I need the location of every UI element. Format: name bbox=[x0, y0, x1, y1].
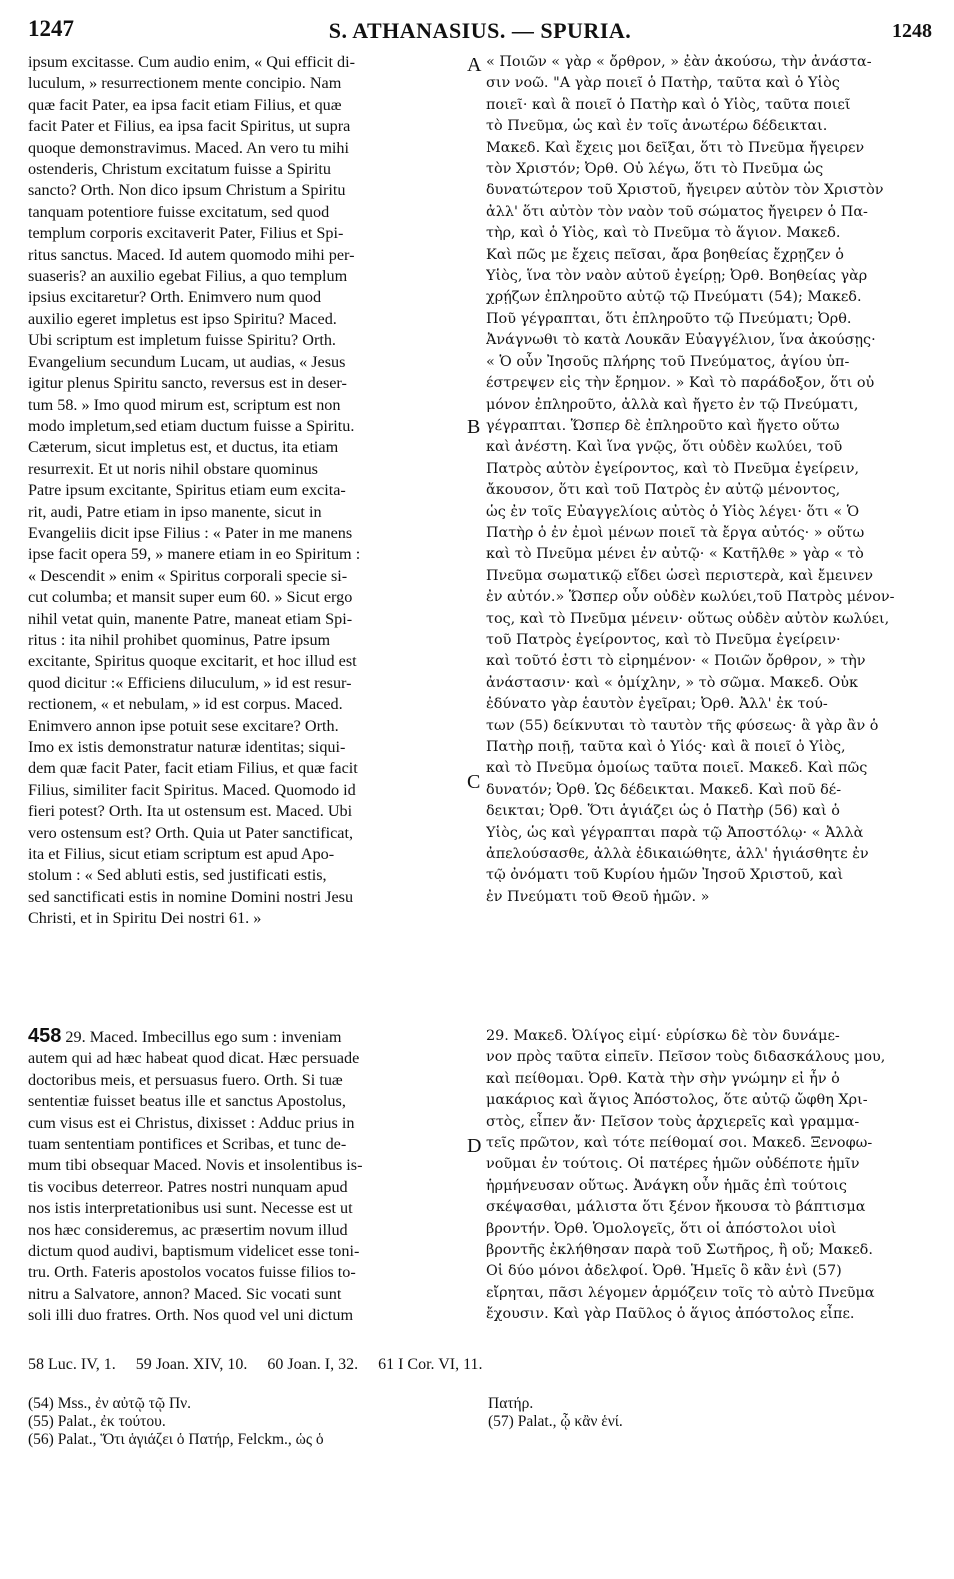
text-line: resurrexit. Et ut noris nihil obstare quominus bbox=[28, 459, 318, 478]
text-line: έστρεψεν εἰς τὴν ἔρημον. » Καὶ τὸ παράδοξον, ὅτι οὐ bbox=[486, 375, 875, 392]
text-line: Cæterum, sicut impletus est, et ductus, ita etiam bbox=[28, 438, 339, 457]
section-heading-line bbox=[28, 1026, 464, 1048]
text-line: Υἱὸς, ὡς καὶ γέγραπται παρὰ τῷ Ἀποστόλῳ· « Ἀλλὰ bbox=[486, 824, 864, 841]
text-line: βροντήν. Ὀρθ. Ὁμολογεῖς, ὅτι οἱ ἀπόστολοι υἱοὶ bbox=[486, 1220, 837, 1237]
latin-column-bottom bbox=[28, 1026, 464, 1327]
text-line: suaseris? an auxilio egebat Filius, a quo templum bbox=[28, 267, 348, 286]
text-line: καὶ τὸ Πνεῦμα μένει ἐν αὐτῷ· « Κατῆλθε » γὰρ « τὸ bbox=[486, 546, 864, 563]
text-line: Maced. Imbecillus ego sum : inveniam bbox=[89, 1028, 342, 1046]
text-line: δεικται; Ὀρθ. Ὅτι ἁγιάζει ὡς ὁ Πατὴρ (56) καὶ ὁ bbox=[486, 803, 840, 820]
text-line: τος, καὶ τὸ Πνεῦμα μένειν· οὕτως οὐδὲν αὐτὸν κωλύει, bbox=[486, 610, 890, 627]
scripture-footnotes bbox=[28, 1356, 932, 1374]
text-line: Πνεῦμα σωματικῷ εἴδει ὡσεὶ περιστερὰ, καὶ ἔμεινεν bbox=[486, 567, 873, 584]
text-line: Ποῦ γέγραπται, ὅτι ἐπληροῦτο τῷ Πνεύματι; Ὀρθ. bbox=[486, 310, 852, 327]
text-line: cum visus est ei Christus, dixisset : Adduc prius in bbox=[28, 1113, 355, 1132]
text-line: quoque demonstravimus. Maced. An vero tu mihi bbox=[28, 138, 349, 157]
text-line: ἀνάστασιν· καὶ « ὁμίχλην, » τὸ σῶμα. Μακεδ. Οὐκ bbox=[486, 674, 858, 691]
text-line: νον πρὸς ταῦτα εἰπεῖν. Πεῖσον τοὺς διδασκάλους μου, bbox=[486, 1049, 886, 1066]
text-line: ἀλλ' ὅτι αὐτὸν τὸν ναὸν τοῦ σώματος ἤγειρεν ὁ Πα- bbox=[486, 203, 868, 220]
text-line: νοῦμαι ἐν τούτοις. Οἱ πατέρες ἡμῶν οὐδέποτε ἡμῖν bbox=[486, 1156, 860, 1173]
text-line: ritus : ita nihil prohibet quominus, Patre ipsum bbox=[28, 630, 331, 649]
text-line: τὸ Πνεῦμα, ὡς καὶ ἐν τοῖς ἀνωτέρω δέδεικται. bbox=[486, 118, 828, 135]
text-line: tum 58. » Imo quod mirum est, scriptum est non bbox=[28, 395, 341, 414]
text-line: ipsius excitaretur? Orth. Enimvero num quod bbox=[28, 288, 322, 307]
text-line: fieri potest? Orth. Ita ut ostensum est. Maced. Ubi bbox=[28, 802, 353, 821]
text-line: ἄκουσον, ὅτι καὶ τοῦ Πατρὸς ἐν αὐτῷ μένοντος, bbox=[486, 482, 841, 499]
text-line: ἐν Πνεύματι τοῦ Θεοῦ ἡμῶν. » bbox=[486, 888, 710, 905]
text-line: « Ὁ οὖν Ἰησοῦς πλήρης τοῦ Πνεύματος, ἁγίου ὑπ- bbox=[486, 353, 850, 370]
text-line: nos hæc consideremus, ac præsertim novum illud bbox=[28, 1220, 348, 1239]
text-line: Enimvero annon ipse potuit sese excitare? Orth. bbox=[28, 716, 339, 735]
text-line: « Descendit » enim « Spiritus corporali specie si- bbox=[28, 566, 348, 585]
variant-note: (57) Palat., ᾧ κἂν ἑνί. bbox=[488, 1413, 623, 1430]
text-line: τὸν Χριστόν; Ὀρθ. Οὐ λέγω, ὅτι τὸ Πνεῦμα ὡς bbox=[486, 161, 824, 178]
text-line: stolum : « Sed abluti estis, sed justificati estis, bbox=[28, 866, 327, 885]
text-line: rectionem, « et nebulam, » id est corpus. Maced. bbox=[28, 695, 343, 714]
text-line: δυνατώτερον τοῦ Χριστοῦ, ἤγειρεν αὐτὸν τὸν Χριστὸν bbox=[486, 182, 884, 199]
text-line: καὶ τὸ Πνεῦμα ὁμοίως ταῦτα ποιεῖ. Μακεδ. Καὶ πῶς bbox=[486, 760, 868, 777]
text-line: doctoribus meis, et persuasus fuero. Orth. Si tuæ bbox=[28, 1070, 343, 1089]
text-line: excitante, Spiritus quoque excitarit, et hoc illud est bbox=[28, 652, 357, 671]
text-line: δυνατόν; Ὀρθ. Ὡς δέδεικται. Μακεδ. Καὶ ποῦ δέ- bbox=[486, 781, 842, 798]
text-line: ostenderis, Christum excitatum fuisse a Spiritu bbox=[28, 160, 332, 179]
text-line: τῷ ὀνόματι τοῦ Κυρίου ἡμῶν Ἰησοῦ Χριστοῦ, καὶ bbox=[486, 867, 844, 884]
variant-note: (54) Mss., ἐν αὐτῷ τῷ Πν. bbox=[28, 1395, 192, 1412]
margin-marker-b: B bbox=[467, 416, 481, 438]
footnote-ref: 59 Joan. XIV, 10. bbox=[135, 1356, 248, 1373]
text-line: nihil vetat quin, manente Patre, maneat etiam Spi- bbox=[28, 609, 353, 628]
text-line: 29. Μακεδ. Ὀλίγος εἰμί· εὑρίσκω δὲ τὸν δυνάμε- bbox=[486, 1028, 840, 1044]
text-line: tuam sententiam pontifices et Scribas, et tunc de- bbox=[28, 1135, 347, 1154]
text-line: soli illi duo fratres. Orth. Nos quod vel uni dictum bbox=[28, 1306, 354, 1325]
text-line: ποιεῖ· καὶ ἃ ποιεῖ ὁ Πατὴρ καὶ ὁ Υἱὸς, ταῦτα ποιεῖ bbox=[486, 96, 851, 113]
variant-notes-left bbox=[28, 1395, 478, 1449]
variant-note: (56) Palat., Ὅτι ἁγιάζει ὁ Πατήρ, Felckm., ὡς ὁ bbox=[28, 1431, 324, 1448]
text-line: cut columba; et mansit super eum 60. » Sicut ergo bbox=[28, 588, 353, 607]
text-line: nos istis interpretationibus usi sunt. Necesse est ut bbox=[28, 1199, 353, 1218]
variant-note: Πατήρ. bbox=[488, 1395, 534, 1412]
text-line: ritus sanctus. Maced. Id autem quomodo mihi per- bbox=[28, 245, 355, 264]
right-page-number: 1248 bbox=[892, 20, 932, 42]
text-line: καὶ ἀνέστη. Καὶ ἵνα γνῷς, ὅτι οὐδὲν κωλύει, τοῦ bbox=[486, 439, 843, 456]
text-line: Πατρὸς αὐτὸν ἐγείροντος, καὶ τὸ Πνεῦμα ἐγείρειν, bbox=[486, 460, 860, 477]
text-line: mum tibi obsequar Maced. Novis et insolentibus is- bbox=[28, 1156, 363, 1175]
text-line: Μακεδ. Καὶ ἔχεις μοι δεῖξαι, ὅτι τὸ Πνεῦμα ἤγειρεν bbox=[486, 139, 865, 156]
text-line: rit, audi, Patre etiam in ipso manente, sicut in bbox=[28, 502, 322, 521]
text-line: ipsum excitasse. Cum audio enim, « Qui efficit di- bbox=[28, 53, 355, 71]
text-line: Οἱ δύο μόνοι ἀδελφοί. Ὀρθ. Ἡμεῖς ὃ κἂν ἑνὶ (57) bbox=[486, 1263, 842, 1280]
text-line: Καὶ πῶς με ἔχεις πεῖσαι, ἄρα βοηθείας ἔχρῃζεν ὁ bbox=[486, 246, 844, 263]
text-line: auxilio egeret impletus est ipso Spiritu? Maced. bbox=[28, 309, 337, 328]
text-line: autem qui ad hæc habeat quod dicat. Hæc persuade bbox=[28, 1049, 360, 1068]
variant-notes-right bbox=[488, 1395, 928, 1431]
text-line: Ἀνάγνωθι τὸ κατὰ Λουκᾶν Εὐαγγέλιον, ἵνα ἀκούσῃς· bbox=[486, 332, 876, 349]
section-number: 29. bbox=[65, 1028, 86, 1046]
margin-marker-a: A bbox=[467, 54, 482, 76]
text-line: βροντῆς ἐκλήθησαν παρὰ τοῦ Σωτῆρος, ἢ οὔ; Μακεδ. bbox=[486, 1242, 873, 1259]
text-line: καὶ πείθομαι. Ὀρθ. Κατὰ τὴν σὴν γνώμην εἰ ἦν ὁ bbox=[486, 1070, 840, 1087]
page-header bbox=[28, 16, 932, 46]
text-line: μακάριος καὶ ἅγιος Ἀπόστολος, ὅτε αὐτῷ ὤφθη Χρι- bbox=[486, 1092, 868, 1109]
text-line: ἐν αὐτόν.» Ὥσπερ οὖν οὐδὲν κωλύει,τοῦ Πατρὸς μένον- bbox=[486, 589, 895, 606]
text-line: Πατὴρ ὁ ἐν ἐμοὶ μένων ποιεῖ τὰ ἔργα αὐτός· » οὕτω bbox=[486, 524, 865, 541]
column-number: 458 bbox=[28, 1026, 62, 1047]
text-line: tru. Orth. Fateris apostolos vocatos fuisse filios to- bbox=[28, 1263, 356, 1282]
greek-column-bottom bbox=[486, 1026, 932, 1326]
text-line: templum corporis excitaverit Pater, Filius et Spi- bbox=[28, 224, 344, 243]
text-line: Ubi scriptum est impletum fuisse Spiritu? Orth. bbox=[28, 331, 336, 350]
text-line: ipse facit opera 59, » manere etiam in eo Spiritum : bbox=[28, 545, 361, 564]
text-line: dem quæ facit Pater, facit etiam Filius, et quæ facit bbox=[28, 759, 358, 778]
footnote-ref: 58 Luc. IV, 1. bbox=[28, 1356, 116, 1373]
footnote-ref: 60 Joan. I, 32. bbox=[267, 1356, 359, 1373]
text-line: τεῖς πρῶτον, καὶ τότε πείθομαί σοι. Μακεδ. Ξενοφω- bbox=[486, 1135, 873, 1152]
text-line: igitur plenus Spiritu sancto, reversus est in deser- bbox=[28, 374, 347, 393]
text-line: Evangelium secundum Lucam, ut audias, « Jesus bbox=[28, 352, 346, 371]
text-line: εἴρηται, πᾶσι λέγομεν ἁρμόζειν τοῖς τὸ αὐτὸ Πνεῦμα bbox=[486, 1284, 875, 1301]
text-line: τὴρ, καὶ ὁ Υἱὸς, καὶ τὸ Πνεῦμα τὸ ἅγιον. Μακεδ. bbox=[486, 225, 841, 242]
greek-column-top bbox=[486, 52, 932, 908]
latin-column-top bbox=[28, 52, 464, 930]
text-line: Evangeliis dicit ipse Filius : « Pater in me manens bbox=[28, 523, 353, 542]
footnote-ref: 61 I Cor. VI, 11. bbox=[378, 1356, 483, 1373]
text-line: modo impletum,sed etiam ductum fuisse a Spiritu. bbox=[28, 416, 355, 435]
left-page-number: 1247 bbox=[28, 16, 74, 41]
text-line: γέγραπται. Ὥσπερ δὲ ἐπληροῦτο καὶ ἤγετο οὕτω bbox=[486, 417, 840, 434]
text-line: tis vocibus deterreor. Patres nostri nunquam apud bbox=[28, 1177, 348, 1196]
margin-marker-d: D bbox=[467, 1135, 482, 1157]
text-line: σκέψασθαι, μάλιστα ὅτι ξένον ἤκουσα τὸ βάπτισμα bbox=[486, 1199, 866, 1216]
text-line: tanquam potentiore fuisse excitatum, sed quod bbox=[28, 202, 330, 221]
text-line: ἀπελούσασθε, ἀλλὰ ἐδικαιώθητε, ἀλλ' ἡγιάσθητε ἐν bbox=[486, 846, 869, 863]
text-line: vero ostensum est? Orth. Quia ut Pater sanctificat, bbox=[28, 823, 354, 842]
text-line: Imo ex istis demonstratur naturæ identitas; siqui- bbox=[28, 738, 346, 756]
text-line: χρῄζων ἐπληροῦτο αὐτῷ τῷ Πνεύματι (54); Μακεδ. bbox=[486, 289, 862, 306]
text-line: Filius, similiter facit Spiritus. Maced. Quomodo id bbox=[28, 780, 356, 799]
text-line: ὡς ἐν τοῖς Εὐαγγελίοις αὐτὸς ὁ Υἱὸς λέγει· ὅτι « Ὁ bbox=[486, 503, 860, 520]
text-line: των (55) δείκνυται τὸ ταυτὸν τῆς φύσεως· ἃ γὰρ ἂν ὁ bbox=[486, 717, 879, 734]
text-line: luculum, » resurrectionem mente concipio. Nam bbox=[28, 74, 342, 93]
text-line: « Ποιῶν « γὰρ « ὄρθρον, » ἐὰν ἀκούσω, τὴν ἀνάστα- bbox=[486, 54, 872, 70]
text-line: ἡρμήνευσαν οὕτως. Ἀνάγκη οὖν ἡμᾶς ἐπὶ τούτοις bbox=[486, 1177, 847, 1194]
text-line: στὸς, εἶπεν ἄν· Πεῖσον τοὺς ἀρχιερεῖς καὶ γραμμα- bbox=[486, 1113, 860, 1130]
text-line: sancto? Orth. Non dico ipsum Christum a Spiritu bbox=[28, 181, 346, 200]
text-line: sed sanctificati estis in nomine Domini nostri Jesu bbox=[28, 887, 354, 906]
text-line: facit Pater et Filius, ea ipsa facit Spiritus, ut supra bbox=[28, 117, 351, 136]
variant-note: (55) Palat., ἐκ τούτου. bbox=[28, 1413, 166, 1430]
margin-marker-c: C bbox=[467, 771, 481, 793]
text-line: dictum quod audivi, baptismum videlicet esse toni- bbox=[28, 1242, 360, 1261]
text-line: καὶ τοῦτό ἐστι τὸ εἰρημένον· « Ποιῶν ὄρθρον, » τὴν bbox=[486, 653, 866, 670]
text-line: Υἱὸς, ἵνα τὸν ναὸν αὐτοῦ ἐγείρῃ; Ὀρθ. Βοηθείας γὰρ bbox=[486, 268, 868, 285]
text-line: Patre ipsum excitante, Spiritus etiam eum excita- bbox=[28, 481, 346, 500]
text-line: sententiæ fuisset beatus ille et sanctus Apostolus, bbox=[28, 1092, 346, 1111]
text-line: quæ facit Pater, ea ipsa facit etiam Filius, et quæ bbox=[28, 95, 342, 114]
text-line: ita et Filius, sicut etiam scriptum est apud Apo- bbox=[28, 845, 335, 864]
text-line: quod dicitur :« Efficiens diluculum, » id est resur- bbox=[28, 673, 352, 692]
text-line: μόνον ἐπληροῦτο, ἀλλὰ καὶ ἤγετο ἐν τῷ Πνεύματι, bbox=[486, 396, 859, 413]
text-line: τοῦ Πατρὸς ἐγείροντος, καὶ τὸ Πνεῦμα ἐγείρειν· bbox=[486, 631, 841, 648]
running-title: S. ATHANASIUS. — SPURIA. bbox=[328, 18, 632, 43]
text-line: nitru a Salvatore, annon? Maced. Sic vocati sunt bbox=[28, 1284, 342, 1303]
text-line: σιν νοῶ. "Α γὰρ ποιεῖ ὁ Πατὴρ, ταῦτα καὶ ὁ Υἱὸς bbox=[486, 75, 840, 92]
text-line: ἔχουσιν. Καὶ γὰρ Παῦλος ὁ ἅγιος ἀπόστολος εἶπε. bbox=[486, 1306, 855, 1323]
text-line: Christi, et in Spiritu Dei nostri 61. » bbox=[28, 909, 262, 928]
text-line: Πατὴρ ποιῇ, ταῦτα καὶ ὁ Υἱός· καὶ ἃ ποιεῖ ὁ Υἱὸς, bbox=[486, 739, 846, 755]
text-line: ἐδύνατο γὰρ ἑαυτὸν ἐγεῖραι; Ὀρθ. Ἀλλ' ἐκ τού- bbox=[486, 696, 828, 713]
